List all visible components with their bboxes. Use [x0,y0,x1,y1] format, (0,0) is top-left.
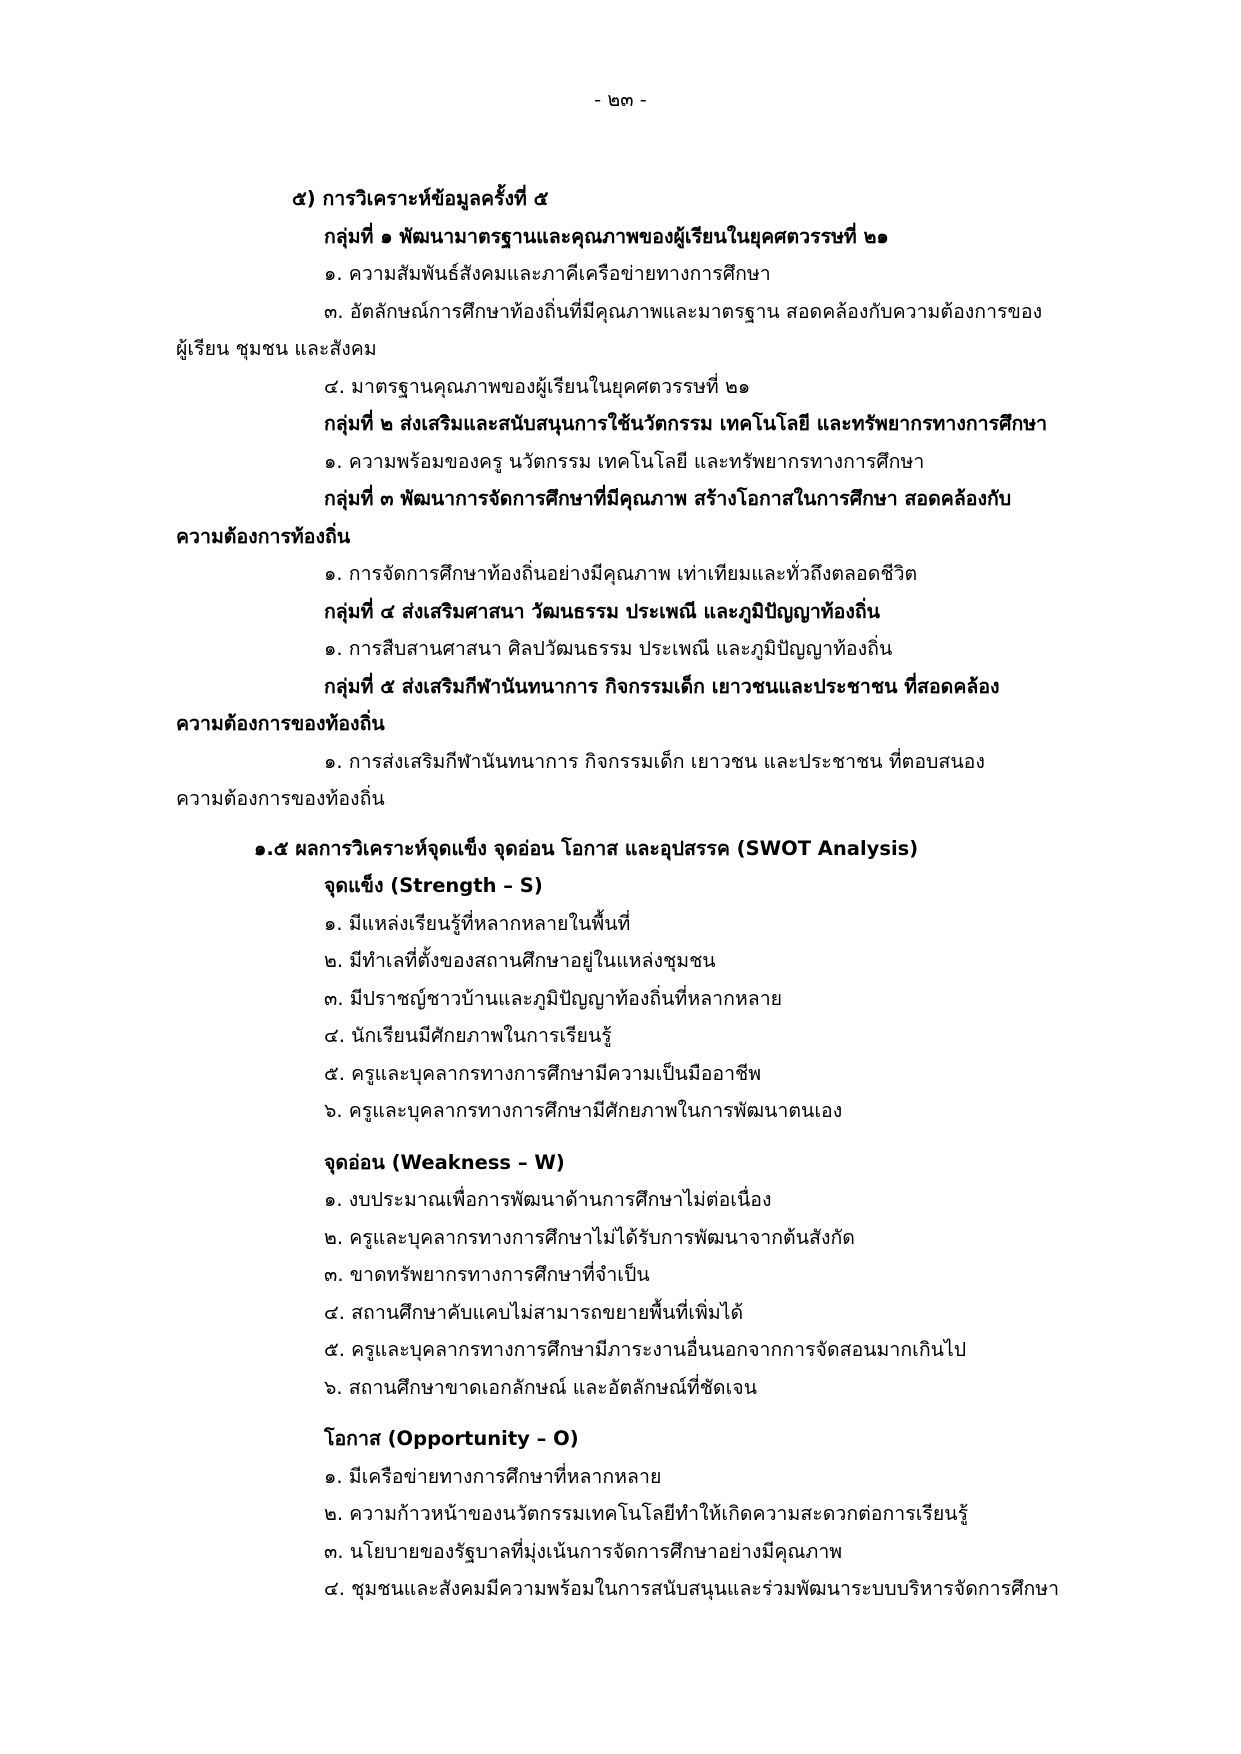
opportunity-title: โอกาส (Opportunity – O) [324,1427,579,1450]
group-title: กลุ่มที่ ๒ ส่งเสริมและสนับสนุนการใช้นวัตกรรม เทคโนโลยี และทรัพยากรทางการศึกษา [324,412,1048,435]
strength-item: ๔. นักเรียนมีศักยภาพในการเรียนรู้ [324,1024,612,1047]
weakness-item: ๕. ครูและบุคลากรทางการศึกษามีภาระงานอื่นนอกจากการจัดสอนมากเกินไป [324,1338,967,1361]
group-title-continuation: ความต้องการของท้องถิ่น [176,712,385,735]
group-title: กลุ่มที่ ๕ ส่งเสริมกีฬานันทนาการ กิจกรรมเด็ก เยาวชนและประชาชน ที่สอดคล้อง [324,674,1000,698]
weakness-item: ๖. สถานศึกษาขาดเอกลักษณ์ และอัตลักษณ์ที่ชัดเจน [324,1375,758,1399]
section-heading: ๕) การวิเคราะห์ข้อมูลครั้งที่ ๕ [292,187,549,210]
list-item: ๑. การส่งเสริมกีฬานันทนาการ กิจกรรมเด็ก เยาวชน และประชาชน ที่ตอบสนอง [324,749,985,773]
page-content [176,180,1122,1608]
list-item-continuation: ความต้องการของท้องถิ่น [176,787,385,810]
weakness-item: ๑. งบประมาณเพื่อการพัฒนาด้านการศึกษาไม่ต่อเนื่อง [324,1188,772,1211]
weakness-title: จุดอ่อน (Weakness – W) [324,1150,565,1174]
opportunity-item: ๓. นโยบายของรัฐบาลที่มุ่งเน้นการจัดการศึกษาอย่างมีคุณภาพ [324,1539,843,1563]
list-item: ๑. ความพร้อมของครู นวัตกรรม เทคโนโลยี และทรัพยากรทางการศึกษา [324,449,925,473]
opportunity-item: ๑. มีเครือข่ายทางการศึกษาที่หลากหลาย [324,1464,662,1488]
strength-item: ๕. ครูและบุคลากรทางการศึกษามีความเป็นมืออาชีพ [324,1061,762,1085]
strength-item: ๒. มีทำเลที่ตั้งของสถานศึกษาอยู่ในแหล่งชุมชน [324,949,716,972]
list-item: ๑. ความสัมพันธ์สังคมและภาคีเครือข่ายทางการศึกษา [324,262,771,285]
weakness-item: ๔. สถานศึกษาคับแคบไม่สามารถขยายพื้นที่เพิ่มได้ [324,1300,744,1324]
list-item-continuation: ผู้เรียน ชุมชน และสังคม [176,337,377,360]
group-title: กลุ่มที่ ๑ พัฒนามาตรฐานและคุณภาพของผู้เรียนในยุคศตวรรษที่ ๒๑ [324,224,889,248]
group-title-continuation: ความต้องการท้องถิ่น [176,524,351,548]
page-number: - ๒๓ - [594,88,647,111]
group-title: กลุ่มที่ ๔ ส่งเสริมศาสนา วัฒนธรรม ประเพณี และภูมิปัญญาท้องถิ่น [324,599,881,623]
list-item: ๑. การสืบสานศาสนา ศิลปวัฒนธรรม ประเพณี และภูมิปัญญาท้องถิ่น [324,637,893,660]
strength-title: จุดแข็ง (Strength – S) [324,874,543,897]
analysis-5-section [176,180,1122,818]
strength-item: ๓. มีปราชญ์ชาวบ้านและภูมิปัญญาท้องถิ่นที่หลากหลาย [324,986,783,1010]
strength-item: ๑. มีแหล่งเรียนรู้ที่หลากหลายในพื้นที่ [324,911,631,935]
list-item: ๔. มาตรฐานคุณภาพของผู้เรียนในยุคศตวรรษที่ ๒๑ [324,374,751,398]
strength-item: ๖. ครูและบุคลากรทางการศึกษามีศักยภาพในการพัฒนาตนเอง [324,1099,843,1122]
weakness-item: ๓. ขาดทรัพยากรทางการศึกษาที่จำเป็น [324,1263,650,1286]
swot-section [176,830,1122,1608]
list-item: ๓. อัตลักษณ์การศึกษาท้องถิ่นที่มีคุณภาพและมาตรฐาน สอดคล้องกับความต้องการของ [324,299,1043,323]
weakness-item: ๒. ครูและบุคลากรทางการศึกษาไม่ได้รับการพัฒนาจากต้นสังกัด [324,1225,855,1249]
opportunity-item: ๒. ความก้าวหน้าของนวัตกรรมเทคโนโลยีทำให้เกิดความสะดวกต่อการเรียนรู้ [324,1502,969,1525]
group-title: กลุ่มที่ ๓ พัฒนาการจัดการศึกษาที่มีคุณภาพ สร้างโอกาสในการศึกษา สอดคล้องกับ [324,487,1012,510]
opportunity-item: ๔. ชุมชนและสังคมมีความพร้อมในการสนับสนุนและร่วมพัฒนาระบบบริหารจัดการศึกษา [324,1577,1060,1600]
swot-heading: ๑.๕ ผลการวิเคราะห์จุดแข็ง จุดอ่อน โอกาส และอุปสรรค (SWOT Analysis) [254,836,919,860]
list-item: ๑. การจัดการศึกษาท้องถิ่นอย่างมีคุณภาพ เท่าเทียมและทั่วถึงตลอดชีวิต [324,562,918,585]
